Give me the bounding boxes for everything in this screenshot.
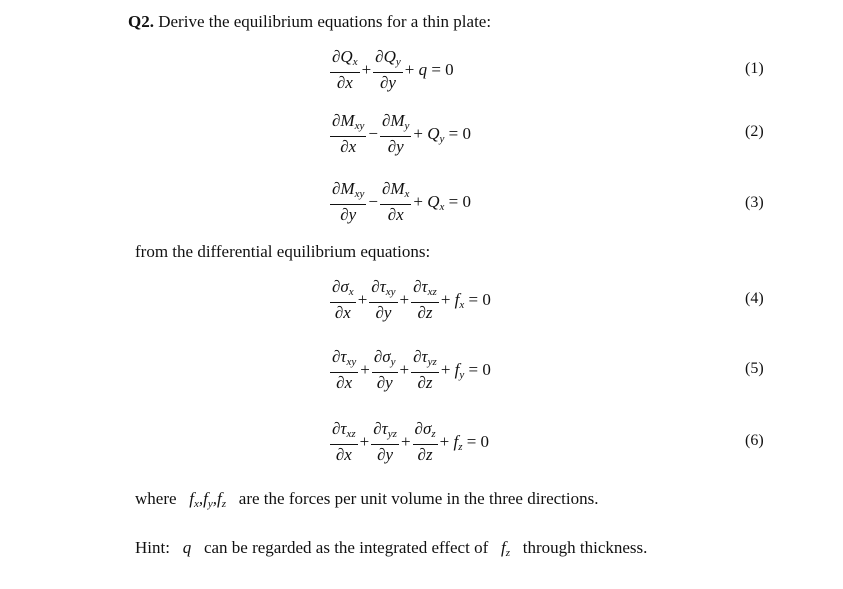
equation-6: $\frac{\partial\tau_{xz}}{\partial x}$ + $\frac{\partial\tau_{yz}}{\partial y}$ + $\frac{\partial\sigma_z}{\partial z}$ + $f_z = 0$ [332, 419, 490, 464]
equation-4: $\frac{\partial\sigma_x}{\partial x}$ + $\frac{\partial\tau_{xy}}{\partial y}$ + $\frac{\partial\tau_{xz}}{\partial z}$ + $f_x = 0$ [332, 277, 491, 322]
hint-middle: can be regarded as the integrated effect of [203, 538, 489, 557]
equation-5: $\frac{\partial\tau_{xy}}{\partial x}$ + $\frac{\partial\sigma_y}{\partial y}$ + $\frac{\partial\tau_{yz}}{\partial z}$ + $f_y = 0$ [332, 347, 491, 392]
equation-6-number: (6) [745, 432, 764, 449]
equation-1-number: (1) [745, 60, 764, 77]
where-line [135, 489, 599, 514]
force-symbols: $f_x,f_y,f_z$ [189, 489, 227, 510]
equation-3: $\frac{\partial M_{xy}}{\partial y}$ − $\frac{\partial M_x}{\partial x}$ + $Q_x = 0$ [332, 179, 472, 224]
hint-symbol-fz: $f_z$ [500, 538, 510, 559]
equation-1: $\frac{\partial Q_x}{\partial x}$ + $\frac{\partial Q_y}{\partial y}$ + q = 0 [332, 47, 454, 92]
where-suffix: are the forces per unit volume in the three directions. [238, 489, 599, 508]
hint-line [135, 538, 647, 563]
equation-3-number: (3) [745, 194, 764, 211]
from-text: from the differential equilibrium equations: [135, 242, 431, 261]
hint-suffix: through thickness. [522, 538, 648, 557]
equation-4-number: (4) [745, 290, 764, 307]
question-text: Derive the equilibrium equations for a thin plate: [158, 12, 492, 31]
where-prefix: where [135, 489, 177, 508]
hint-label: Hint: [135, 538, 170, 557]
equation-2: $\frac{\partial M_{xy}}{\partial x}$ − $\frac{\partial M_y}{\partial y}$ + $Q_y = 0$ [332, 111, 472, 156]
hint-symbol-q: q [182, 538, 192, 557]
equation-5-number: (5) [745, 360, 764, 377]
equation-2-number: (2) [745, 123, 764, 140]
question-heading [128, 12, 491, 32]
question-label: Q2. [128, 12, 154, 31]
